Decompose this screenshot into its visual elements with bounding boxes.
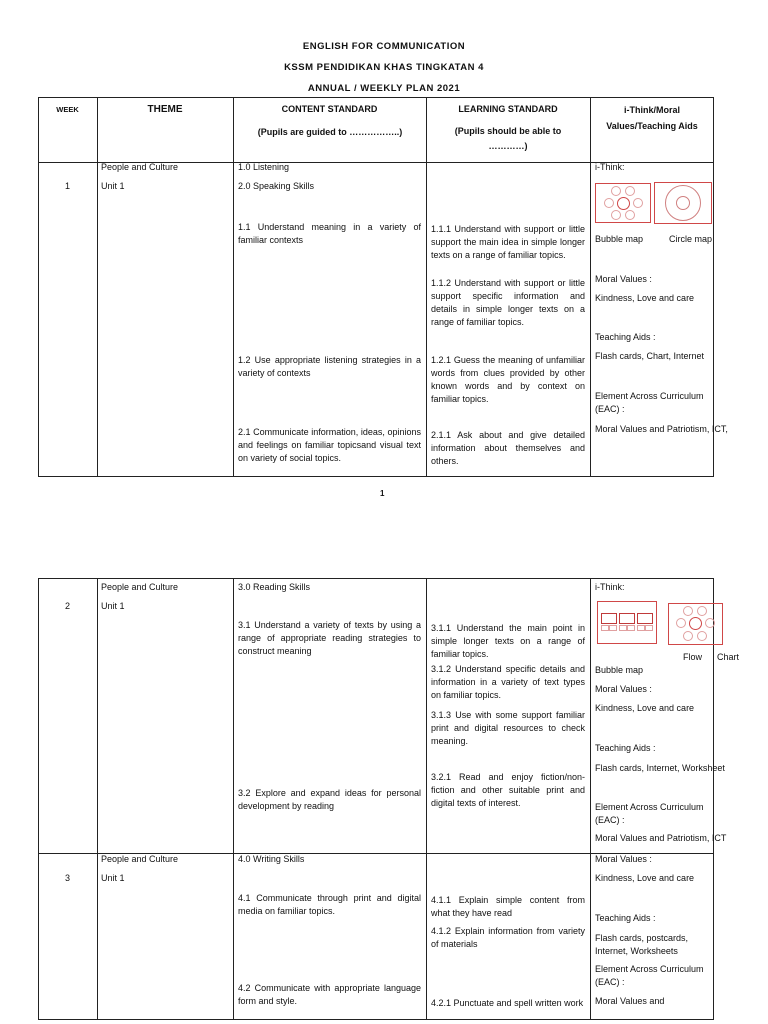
teaching-aids-label: Teaching Aids : [595,332,656,342]
unit: Unit 1 [101,601,125,611]
content-standard: 2.1 Communicate information, ideas, opinions and feelings on familiar topicsand visual text on variety of social topics. [238,427,421,463]
col-header-aids: i-Think/Moral Values/Teaching Aids [606,105,698,131]
bubble-map-icon [595,183,651,223]
teaching-aids-label: Teaching Aids : [595,913,656,923]
moral-values-label: Moral Values : [595,274,652,284]
content-standard: 1.2 Use appropriate listening strategies in a variety of contexts [238,355,421,378]
learning-standard: 3.2.1 Read and enjoy fiction/non-fiction and other suitable print and digital texts of interest. [431,772,585,808]
theme: People and Culture [101,162,179,172]
content-standard: 2.0 Speaking Skills [238,181,315,191]
col-header-week: WEEK [56,105,79,114]
learning-standard: 1.2.1 Guess the meaning of unfamiliar words from clues provided by other known words and by context on familiar topics. [431,355,585,404]
content-standard: 1.0 Listening [238,162,290,172]
unit: Unit 1 [101,181,125,191]
moral-values-label: Moral Values : [595,684,652,694]
page-number: 1 [380,489,385,498]
moral-values: Kindness, Love and care [595,873,695,883]
eac-label: Element Across Curriculum (EAC) : [595,964,704,987]
theme: People and Culture [101,582,179,592]
map-label: Bubble map [595,234,644,244]
content-standard: 4.0 Writing Skills [238,854,305,864]
map-label: Circle map [669,234,713,244]
eac: Moral Values and Patriotism, ICT [595,833,727,843]
theme: People and Culture [101,854,179,864]
map-label: Bubble map [595,665,644,675]
title-line-1: ENGLISH FOR COMMUNICATION [302,41,466,52]
learning-standard: 1.1.1 Understand with support or little support the main idea in simple longer texts on a range of familiar topics. [431,224,585,260]
eac: Moral Values and Patriotism, ICT, [595,424,728,434]
map-label: Flow Chart [683,652,740,662]
col-header-content: CONTENT STANDARD [281,104,378,114]
content-standard: 4.1 Communicate through print and digital media on familiar topics. [238,893,421,916]
learning-standard: 3.1.1 Understand the main point in simple longer texts on a range of familiar topics. [431,623,585,659]
flow-map-icon [597,601,657,644]
col-header-learning-sub: (Pupils should be able to …………) [454,126,562,151]
teaching-aids: Flash cards, Internet, Worksheet [595,763,725,773]
moral-values: Kindness, Love and care [595,293,695,303]
moral-values: Kindness, Love and care [595,703,695,713]
week-number: 2 [65,601,71,611]
col-header-theme: THEME [147,104,183,115]
learning-standard: 3.1.2 Understand specific details and information in a variety of text types on familiar topics. [431,664,585,700]
content-standard: 3.0 Reading Skills [238,582,311,592]
teaching-aids: Flash cards, Chart, Internet [595,351,705,361]
title-line-2: KSSM PENDIDIKAN KHAS TINGKATAN 4 [284,62,484,73]
eac-label: Element Across Curriculum (EAC) : [595,802,704,825]
teaching-aids-label: Teaching Aids : [595,743,656,753]
eac-label: Element Across Curriculum (EAC) : [595,391,704,414]
learning-standard: 1.1.2 Understand with support or little support specific information and details in simple longer texts on a range of familiar topics. [431,278,585,327]
col-header-content-sub: (Pupils are guided to ……………..) [257,127,403,137]
week-number: 1 [65,181,71,191]
col-header-learning: LEARNING STANDARD [458,104,558,114]
unit: Unit 1 [101,873,125,883]
bubble-map-icon [668,603,723,645]
ithink-label: i-Think: [595,582,625,592]
content-standard: 3.2 Explore and expand ideas for personal development by reading [238,788,421,811]
content-standard: 1.1 Understand meaning in a variety of familiar contexts [238,222,421,245]
content-standard: 3.1 Understand a variety of texts by using a range of appropriate reading strategies to construct meaning [238,620,421,656]
learning-standard: 4.1.1 Explain simple content from what they have read [431,895,585,918]
ithink-label: i-Think: [595,162,625,172]
eac: Moral Values and [595,996,665,1006]
learning-standard: 3.1.3 Use with some support familiar print and digital resources to check meaning. [431,710,585,746]
circle-map-icon [654,182,712,224]
teaching-aids: Flash cards, postcards, Internet, Worksheets [595,933,689,956]
learning-standard: 4.2.1 Punctuate and spell written work [431,998,584,1008]
title-line-3: ANNUAL / WEEKLY PLAN 2021 [307,83,461,94]
learning-standard: 2.1.1 Ask about and give detailed information about themselves and others. [431,430,585,466]
content-standard: 4.2 Communicate with appropriate language form and style. [238,983,421,1006]
moral-values-label: Moral Values : [595,854,652,864]
week-number: 3 [65,873,71,883]
learning-standard: 4.1.2 Explain information from variety of materials [431,926,585,949]
